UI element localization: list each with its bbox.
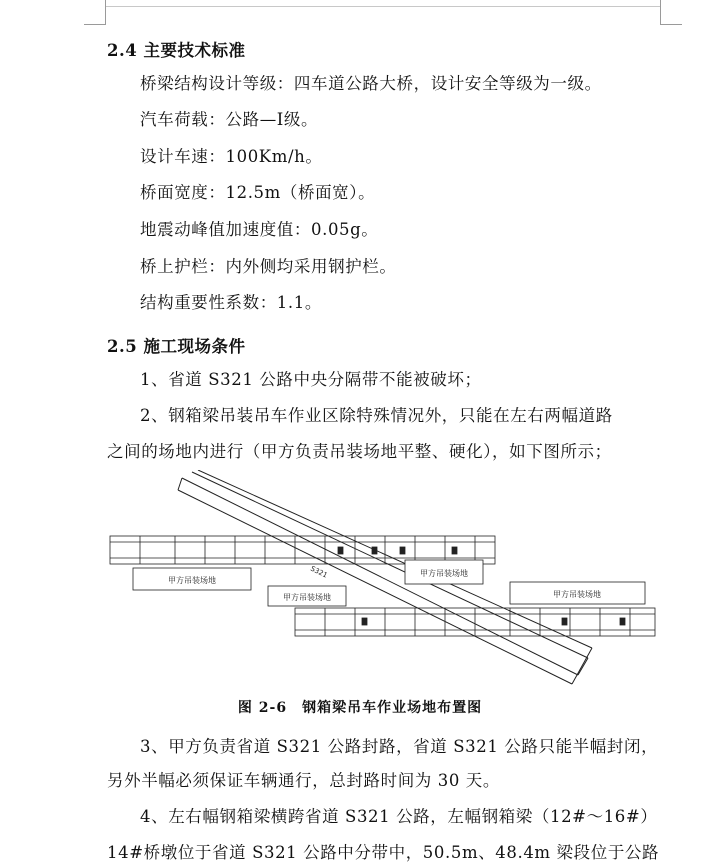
margin-mark-left-horizontal (84, 24, 106, 25)
standard-item-7: 结构重要性系数：1.1。 (140, 293, 322, 312)
standard-item-6: 桥上护栏：内外侧均采用钢护栏。 (140, 257, 397, 276)
lower-girder-segments (325, 608, 630, 636)
figure-caption: 图 2-6 钢箱梁吊车作业场地布置图 (237, 700, 483, 716)
site-condition-2-line-2: 之间的场地内进行（甲方负责吊装场地平整、硬化），如下图所示； (107, 442, 612, 461)
margin-mark-left-vertical (105, 0, 106, 25)
standard-item-2: 汽车荷载：公路—Ⅰ级。 (140, 110, 319, 129)
crane-area-2-label: 甲方吊装场地 (283, 593, 331, 602)
site-condition-4-line-2: 14#桥墩位于省道 S321 公路中分带中，50.5m、48.4m 梁段位于公路 (107, 843, 660, 862)
margin-mark-right-vertical (660, 0, 661, 25)
margin-mark-right-horizontal (660, 24, 682, 25)
page-top-edge (106, 6, 660, 7)
site-condition-3-line-2: 另外半幅必须保证车辆通行，总封路时间为 30 天。 (107, 771, 500, 790)
crane-area-1-label: 甲方吊装场地 (168, 576, 216, 585)
road-label: S321 (309, 564, 329, 580)
site-condition-4-line-1: 4、左右幅钢箱梁横跨省道 S321 公路，左幅钢箱梁（12#～16#） (140, 807, 658, 826)
crane-area-4-label: 甲方吊装场地 (553, 590, 601, 599)
site-condition-2-line-1: 2、钢箱梁吊装吊车作业区除特殊情况外，只能在左右两幅道路 (140, 406, 613, 425)
site-condition-3-line-1: 3、甲方负责省道 S321 公路封路，省道 S321 公路只能半幅封闭， (140, 737, 659, 756)
standard-item-3: 设计车速：100Km/h。 (140, 147, 323, 166)
section-2-4-heading: 2.4 主要技术标准 (107, 41, 246, 60)
standard-item-4: 桥面宽度：12.5m（桥面宽）。 (140, 183, 376, 202)
site-layout-figure (100, 470, 665, 692)
site-condition-1: 1、省道 S321 公路中央分隔带不能被破坏； (140, 370, 482, 389)
standard-item-5: 地震动峰值加速度值：0.05g。 (140, 220, 379, 239)
standard-item-1: 桥梁结构设计等级：四车道公路大桥，设计安全等级为一级。 (140, 74, 602, 93)
section-2-5-heading: 2.5 施工现场条件 (107, 337, 246, 356)
crane-area-3-label: 甲方吊装场地 (420, 569, 468, 578)
